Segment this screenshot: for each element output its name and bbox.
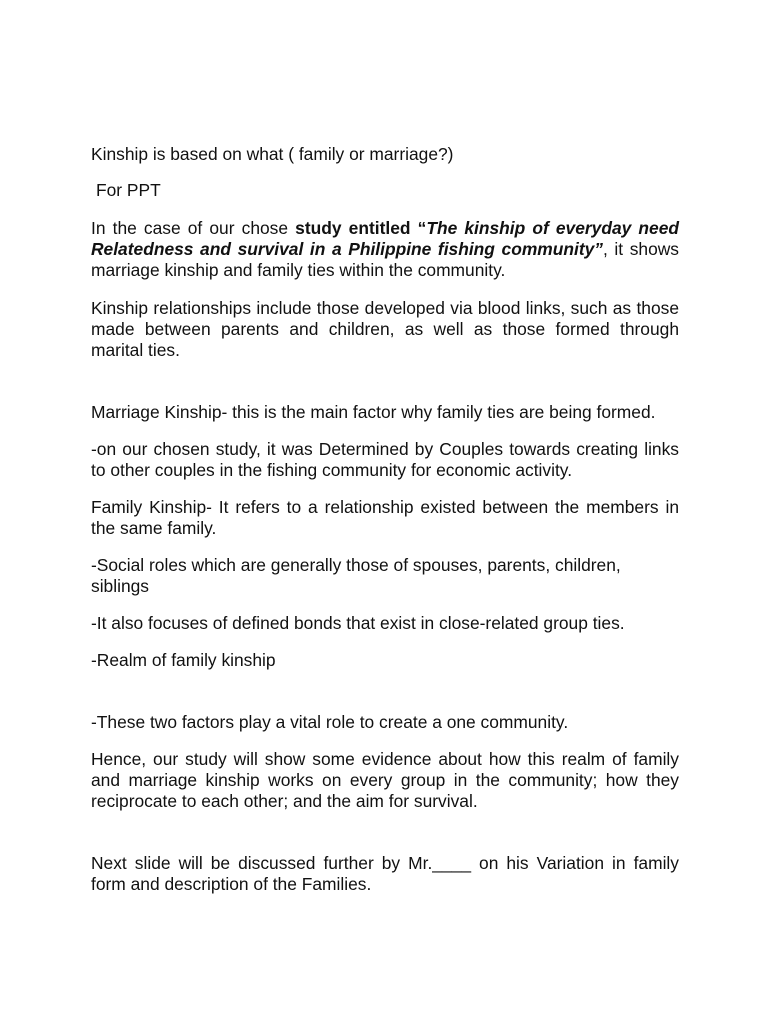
paragraph-kinship-relationships: Kinship relationships include those developed via blood links, such as those made between parents and children, as well as those formed through marital ties.	[91, 298, 679, 360]
document-body	[91, 144, 679, 895]
paragraph-social-roles: -Social roles which are generally those of spouses, parents, children, siblings	[91, 555, 621, 596]
paragraph-defined-bonds: -It also focuses of defined bonds that exist in close-related group ties.	[91, 613, 625, 633]
paragraph-marriage-kinship: Marriage Kinship- this is the main factor why family ties are being formed.	[91, 402, 656, 422]
paragraph-next-slide: Next slide will be discussed further by Mr.____ on his Variation in family form and description of the Families.	[91, 853, 679, 894]
paragraph-study-title	[91, 218, 679, 281]
paragraph-kinship-question: Kinship is based on what ( family or marriage?)	[91, 144, 454, 164]
paragraph-two-factors: -These two factors play a vital role to create a one community.	[91, 712, 569, 732]
paragraph-hence: Hence, our study will show some evidence about how this realm of family and marriage kinship works on every group in the community; how they reciprocate to each other; and the aim for survival.	[91, 749, 679, 811]
paragraph-family-kinship: Family Kinship- It refers to a relationship existed between the members in the same family.	[91, 497, 679, 538]
study-after-text: , it shows marriage kinship and family ties within the community.	[91, 239, 680, 280]
paragraph-realm: -Realm of family kinship	[91, 650, 276, 670]
study-entitled-text: study entitled “	[295, 218, 427, 238]
paragraph-chosen-study: -on our chosen study, it was Determined by Couples towards creating links to other couples in the fishing community for economic activity.	[91, 439, 679, 480]
study-title-text: The kinship of everyday need Relatedness and survival in a Philippine fishing community”	[91, 218, 680, 259]
paragraph-for-ppt: For PPT	[96, 180, 161, 200]
study-intro-text: In the case of our chose	[91, 218, 296, 238]
